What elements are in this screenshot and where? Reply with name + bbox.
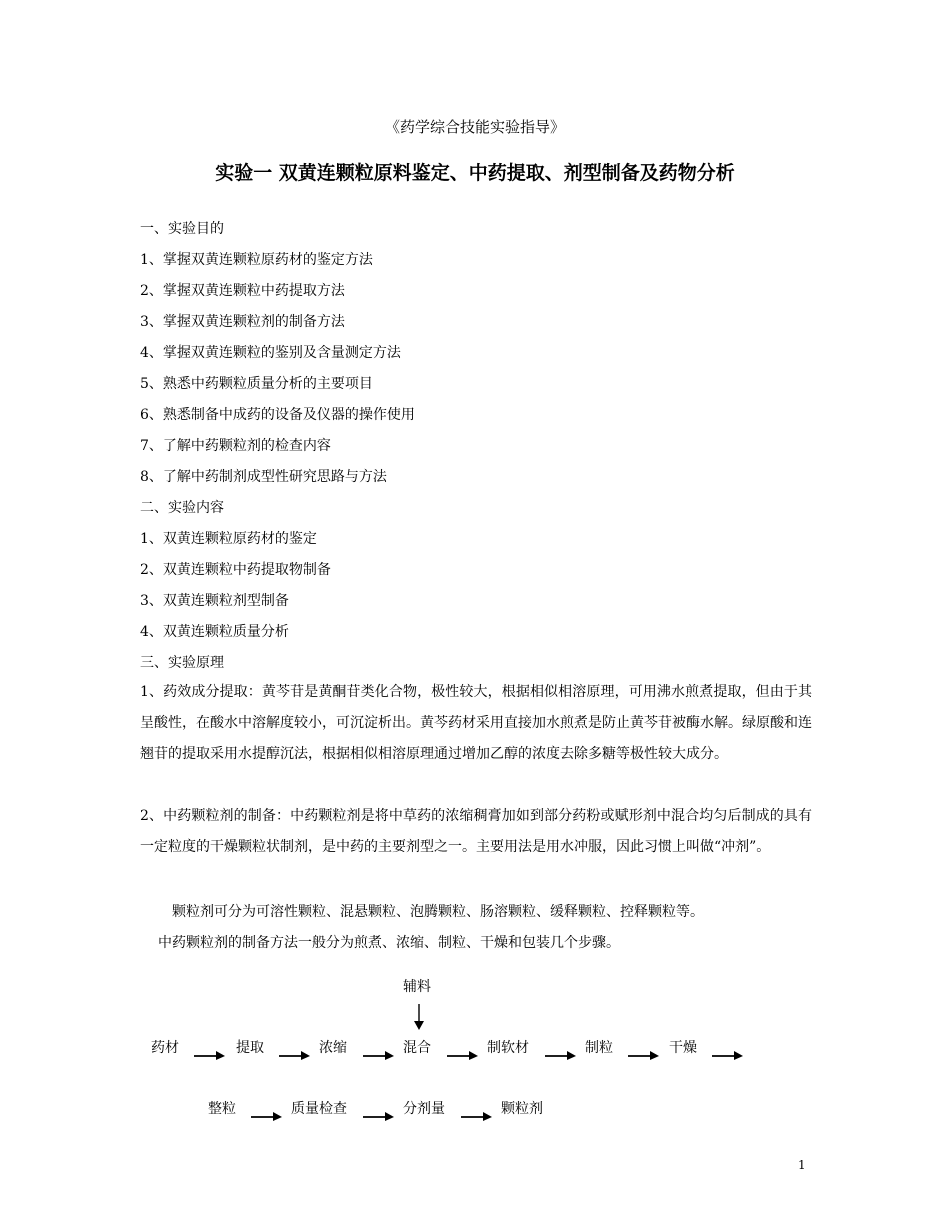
content-item: 4、双黄连颗粒质量分析	[140, 624, 289, 640]
section-heading-principle: 三、实验原理	[140, 655, 224, 671]
preparation-steps-paragraph: 中药颗粒剂的制备方法一般分为煎煮、浓缩、制粒、干燥和包装几个步骤。	[158, 935, 620, 951]
right-arrow-icon	[251, 1107, 283, 1121]
right-arrow-icon	[545, 1046, 577, 1060]
flow-step: 浓缩	[319, 1040, 347, 1056]
experiment-title: 实验一 双黄连颗粒原料鉴定、中药提取、剂型制备及药物分析	[215, 162, 735, 184]
flow-step: 混合	[403, 1040, 431, 1056]
flow-step: 提取	[236, 1040, 264, 1056]
content-item: 3、双黄连颗粒剂型制备	[140, 593, 289, 609]
page-number: 1	[798, 1158, 806, 1172]
objective-item: 6、熟悉制备中成药的设备及仪器的操作使用	[140, 407, 415, 423]
granule-types-paragraph: 颗粒剂可分为可溶性颗粒、混悬颗粒、泡腾颗粒、肠溶颗粒、缓释颗粒、控释颗粒等。	[172, 904, 704, 920]
flow-step: 整粒	[208, 1101, 236, 1117]
right-arrow-icon	[447, 1046, 479, 1060]
right-arrow-icon	[363, 1046, 395, 1060]
flow-step: 分剂量	[403, 1101, 445, 1117]
down-arrow-icon	[412, 1004, 426, 1030]
content-item: 1、双黄连颗粒原药材的鉴定	[140, 531, 317, 547]
flow-step: 药材	[151, 1040, 179, 1056]
flow-label-excipient: 辅料	[403, 979, 431, 995]
objective-item: 2、掌握双黄连颗粒中药提取方法	[140, 283, 345, 299]
objective-item: 3、掌握双黄连颗粒剂的制备方法	[140, 314, 345, 330]
right-arrow-icon	[279, 1046, 311, 1060]
section-heading-content: 二、实验内容	[140, 500, 224, 516]
right-arrow-icon	[712, 1046, 744, 1060]
book-title: 《药学综合技能实验指导》	[384, 118, 565, 136]
principle-paragraph-granules: 2、中药颗粒剂的制备：中药颗粒剂是将中草药的浓缩稠膏加如到部分药粉或赋形剂中混合均匀后制成的具有一定粒度的干燥颗粒状制剂，是中药的主要剂型之一。主要用法是用水冲服，因此习惯上叫做“冲剂”。	[140, 808, 812, 855]
objective-item: 4、掌握双黄连颗粒的鉴别及含量测定方法	[140, 345, 401, 361]
flow-step: 制粒	[585, 1040, 613, 1056]
principle-paragraph-extraction: 1、药效成分提取：黄芩苷是黄酮苷类化合物，极性较大，根据相似相溶原理，可用沸水煎煮提取，但由于其呈酸性，在酸水中溶解度较小，可沉淀析出。黄芩药材采用直接加水煎煮是防止黄芩苷被酶水解。绿原酸和连翘苷的提取采用水提醇沉法，根据相似相溶原理通过增加乙醇的浓度去除多糖等极性较大成分。	[140, 684, 812, 762]
flow-step: 干燥	[669, 1040, 697, 1056]
flow-step: 颗粒剂	[501, 1101, 543, 1117]
objective-item: 1、掌握双黄连颗粒原药材的鉴定方法	[140, 252, 373, 268]
right-arrow-icon	[194, 1046, 226, 1060]
objective-item: 8、了解中药制剂成型性研究思路与方法	[140, 469, 387, 485]
objective-item: 5、熟悉中药颗粒质量分析的主要项目	[140, 376, 373, 392]
section-heading-objectives: 一、实验目的	[140, 221, 224, 237]
flow-step: 质量检查	[291, 1101, 347, 1117]
objective-item: 7、了解中药颗粒剂的检查内容	[140, 438, 331, 454]
flow-step: 制软材	[487, 1040, 529, 1056]
right-arrow-icon	[363, 1107, 395, 1121]
right-arrow-icon	[461, 1107, 493, 1121]
right-arrow-icon	[628, 1046, 660, 1060]
content-item: 2、双黄连颗粒中药提取物制备	[140, 562, 331, 578]
